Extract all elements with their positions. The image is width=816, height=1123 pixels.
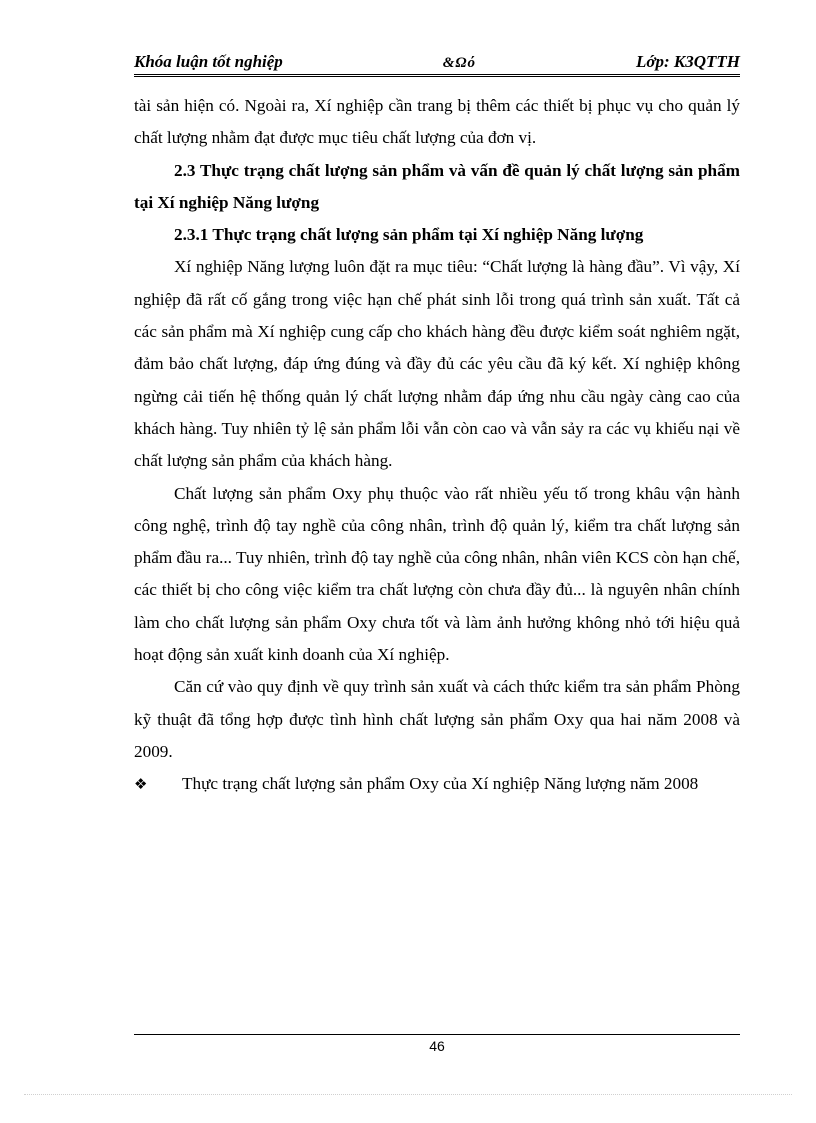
diamond-bullet-icon: ❖ bbox=[134, 775, 148, 794]
paragraph-continued: tài sản hiện có. Ngoài ra, Xí nghiệp cần trang bị thêm các thiết bị phục vụ cho quản lý chất lượng nhằm đạt được mục tiêu chất lượng của đơn vị. bbox=[134, 96, 740, 148]
header-decorative-mark: &Ωό bbox=[442, 55, 477, 71]
footer-divider bbox=[134, 1034, 740, 1035]
paragraph-quality-goal: Xí nghiệp Năng lượng luôn đặt ra mục tiêu: “Chất lượng là hàng đầu”. Vì vậy, Xí nghiệp đã rất cố gắng trong việc hạn chế phát sinh lỗi trong quá trình sản xuất. Tất cả các sản phẩm mà Xí nghiệp cung cấp cho khách hàng đều được kiểm soát nghiêm ngặt, đảm bảo chất lượng, đáp ứng đúng và đầy đủ các yêu cầu đã ký kết. Xí nghiệp không ngừng cải tiến hệ thống quản lý chất lượng nhằm đáp ứng nhu cầu ngày càng cao của khách hàng. Tuy nhiên tỷ lệ sản phẩm lỗi vẫn còn cao và vẫn sảy ra các vụ khiếu nại về chất lượng sản phẩm của khách hàng. bbox=[134, 257, 740, 471]
page-bottom-edge bbox=[24, 1094, 792, 1095]
subsection-heading-2-3-1: 2.3.1 Thực trạng chất lượng sản phẩm tại Xí nghiệp Năng lượng bbox=[174, 225, 644, 245]
header-class-label: Lớp: K3QTTH bbox=[635, 52, 740, 71]
bullet-text: Thực trạng chất lượng sản phẩm Oxy của Xí nghiệp Năng lượng năm 2008 bbox=[182, 774, 699, 794]
header-thesis-title: Khóa luận tốt nghiệp bbox=[134, 52, 283, 71]
paragraph-oxy-quality-factors: Chất lượng sản phẩm Oxy phụ thuộc vào rất nhiều yếu tố trong khâu vận hành công nghệ, trình độ tay nghề của công nhân, trình độ quản lý, kiểm tra chất lượng sản phẩm đầu ra... Tuy nhiên, trình độ tay nghề của công nhân, nhân viên KCS còn hạn chế, các thiết bị cho công việc kiểm tra chất lượng còn chưa đầy đủ... là nguyên nhân chính làm cho chất lượng sản phẩm Oxy chưa tốt và làm ảnh hưởng không nhỏ tới hiệu quả hoạt động sản xuất kinh doanh của Xí nghiệp. bbox=[134, 483, 740, 665]
page-body bbox=[134, 90, 740, 801]
page-number: 46 bbox=[429, 1038, 445, 1054]
paragraph-technical-summary: Căn cứ vào quy định về quy trình sản xuất và cách thức kiểm tra sản phẩm Phòng kỹ thuật đã tổng hợp được tình hình chất lượng sản phẩm Oxy qua hai năm 2008 và 2009. bbox=[134, 677, 740, 761]
page-header bbox=[134, 48, 740, 77]
section-heading-2-3: 2.3 Thực trạng chất lượng sản phẩm và vấn đề quản lý chất lượng sản phẩm tại Xí nghiệp Năng lượng bbox=[134, 160, 740, 212]
bullet-item bbox=[134, 768, 740, 800]
